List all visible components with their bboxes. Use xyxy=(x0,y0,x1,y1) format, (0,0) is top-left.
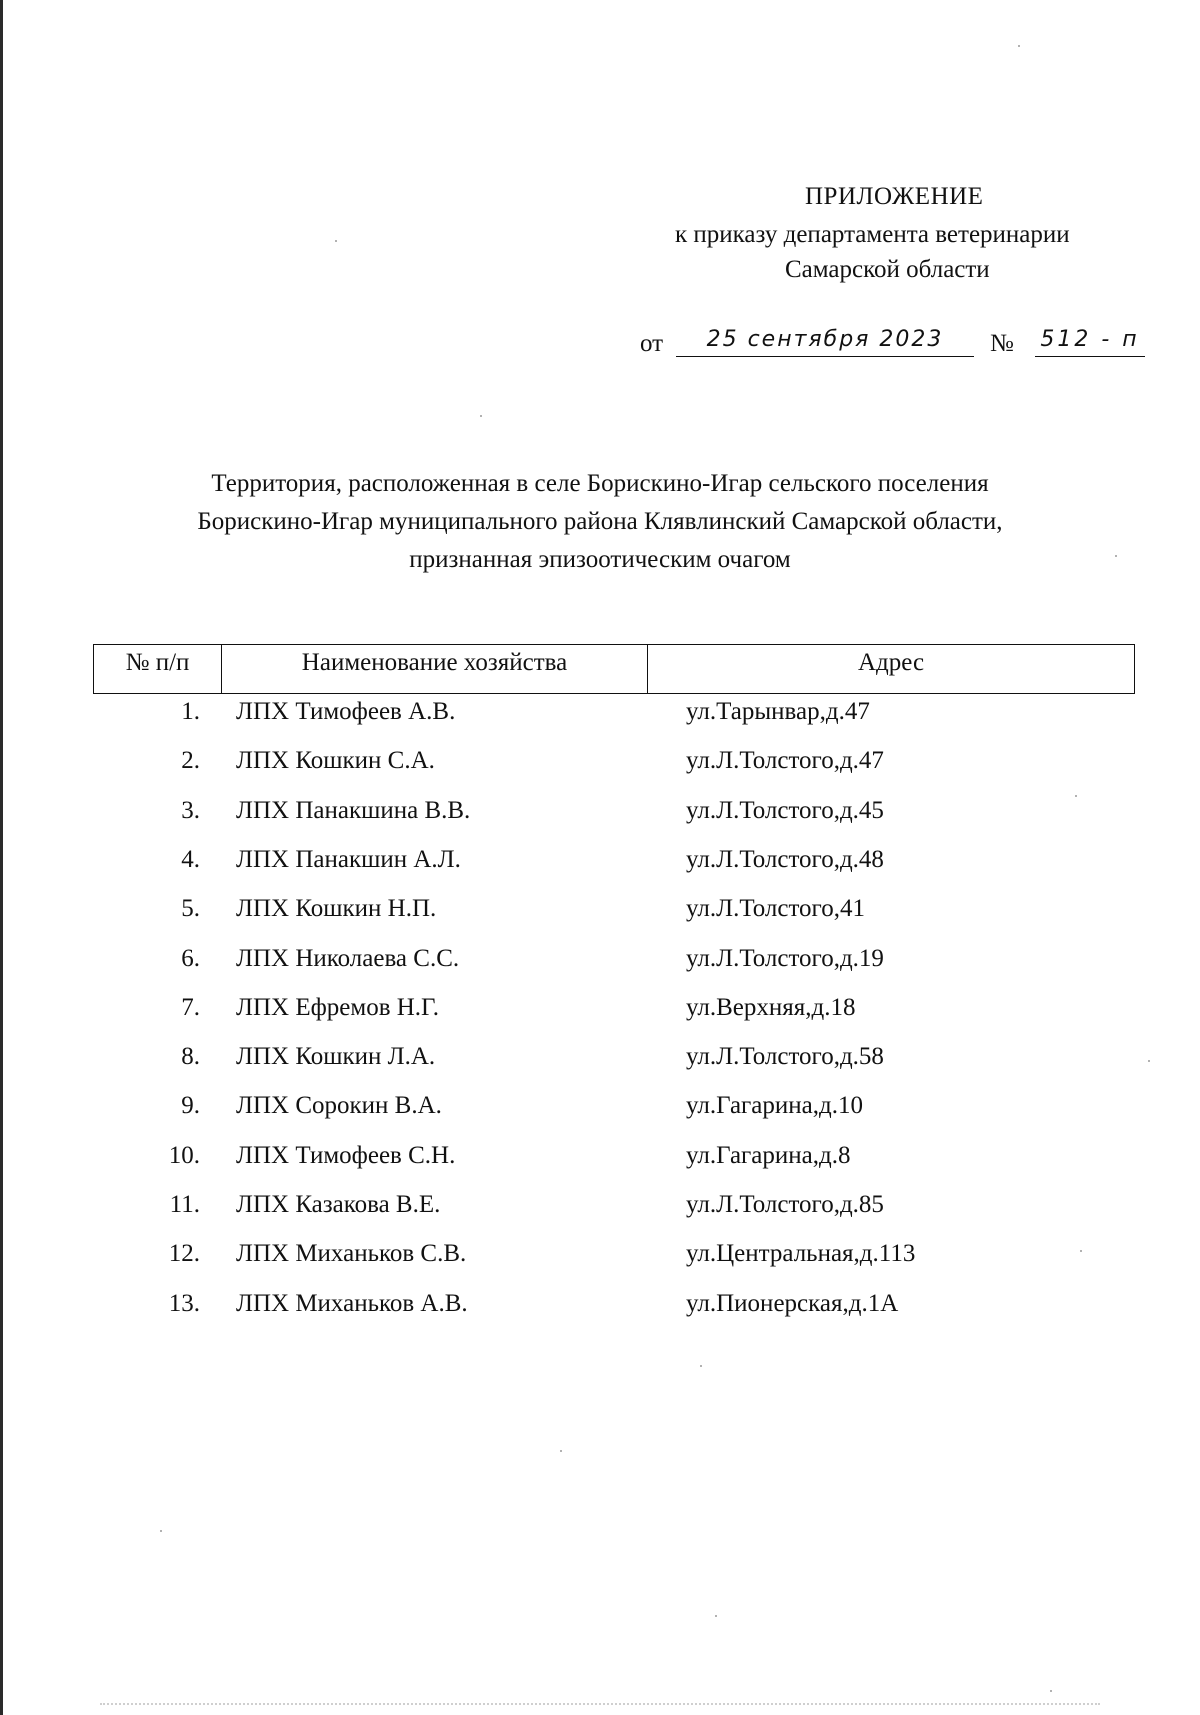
heading-line-3: признанная эпизоотическим очагом xyxy=(409,546,791,573)
row-number: 6. xyxy=(181,944,200,972)
row-farm-name: ЛПХ Кошкин С.А. xyxy=(236,747,435,775)
row-number: 1. xyxy=(181,698,200,725)
scan-speck xyxy=(1075,795,1077,797)
row-farm-name: ЛПХ Сорокин В.А. xyxy=(236,1092,442,1120)
scan-speck xyxy=(335,240,337,242)
row-address: ул.Гагарина,д.8 xyxy=(686,1141,851,1169)
scan-speck xyxy=(1115,555,1117,557)
row-address: ул.Пионерская,д.1А xyxy=(686,1289,899,1317)
scan-speck xyxy=(1080,1250,1082,1252)
row-address: ул.Тарынвар,д.47 xyxy=(686,698,870,725)
order-date-handwritten: 25 сентября 2023 xyxy=(676,324,974,357)
row-farm-name: ЛПХ Ефремов Н.Г. xyxy=(236,993,439,1021)
table-row xyxy=(0,1039,1200,1088)
row-farm-name: ЛПХ Кошкин Л.А. xyxy=(236,1043,436,1071)
table-row xyxy=(0,842,1200,891)
row-farm-name: ЛПХ Панакшин А.Л. xyxy=(236,845,461,873)
row-number: 8. xyxy=(181,1043,200,1071)
appendix-title: ПРИЛОЖЕНИЕ xyxy=(805,183,984,210)
table-row xyxy=(0,793,1200,842)
row-farm-name: ЛПХ Миханьков С.В. xyxy=(236,1240,467,1268)
row-farm-name: ЛПХ Кошкин Н.П. xyxy=(236,895,437,923)
table-row xyxy=(0,990,1200,1039)
row-address: ул.Л.Толстого,д.45 xyxy=(686,796,884,824)
scan-speck xyxy=(560,1450,562,1452)
order-number-label: № xyxy=(990,330,1014,357)
row-number: 13. xyxy=(168,1289,200,1317)
table-row xyxy=(0,1138,1200,1187)
table-row xyxy=(0,1236,1200,1285)
order-date-prefix: от xyxy=(640,330,664,357)
row-number: 4. xyxy=(181,845,200,873)
row-address: ул.Центральная,д.113 xyxy=(686,1240,916,1268)
row-farm-name: ЛПХ Панакшина В.В. xyxy=(236,796,471,824)
row-number: 3. xyxy=(181,796,200,824)
column-header-address: Адрес xyxy=(857,649,925,676)
row-farm-name: ЛПХ Миханьков А.В. xyxy=(236,1289,468,1317)
table-row xyxy=(0,1286,1200,1335)
order-number-handwritten: 512 - п xyxy=(1035,324,1145,357)
row-farm-name: ЛПХ Тимофеев А.В. xyxy=(236,698,456,725)
table-row xyxy=(0,1088,1200,1137)
row-number: 10. xyxy=(168,1141,200,1169)
row-number: 2. xyxy=(181,747,200,775)
scan-speck xyxy=(1018,45,1020,47)
row-number: 12. xyxy=(168,1240,200,1268)
scan-edge-bottom xyxy=(100,1703,1100,1707)
table-header xyxy=(93,644,1135,694)
row-address: ул.Л.Толстого,41 xyxy=(686,895,865,923)
row-address: ул.Л.Толстого,д.58 xyxy=(686,1043,884,1071)
column-header-name: Наименование хозяйства xyxy=(222,645,648,693)
scan-speck xyxy=(480,415,482,417)
scan-speck xyxy=(715,1615,717,1617)
heading-line-1: Территория, расположенная в селе Борискино-Игар сельского поселения xyxy=(211,470,989,497)
heading-line-2: Борискино-Игар муниципального района Клявлинский Самарской области, xyxy=(197,508,1003,535)
row-number: 5. xyxy=(181,895,200,923)
row-address: ул.Л.Толстого,д.85 xyxy=(686,1191,884,1218)
scan-speck xyxy=(160,1530,162,1532)
row-farm-name: ЛПХ Тимофеев С.Н. xyxy=(236,1141,456,1169)
row-address: ул.Л.Толстого,д.48 xyxy=(686,845,884,873)
table-row xyxy=(0,891,1200,940)
row-number: 11. xyxy=(169,1191,200,1218)
appendix-region: Самарской области xyxy=(785,256,990,283)
column-header-number: № п/п xyxy=(94,645,222,693)
row-farm-name: ЛПХ Николаева С.С. xyxy=(236,944,460,972)
table-row xyxy=(0,694,1200,743)
row-address: ул.Верхняя,д.18 xyxy=(686,993,856,1021)
row-number: 9. xyxy=(181,1092,200,1120)
table-row xyxy=(0,743,1200,792)
row-farm-name: ЛПХ Казакова В.Е. xyxy=(236,1191,441,1218)
table-row xyxy=(0,941,1200,990)
document-heading xyxy=(100,465,1100,579)
row-address: ул.Л.Толстого,д.47 xyxy=(686,747,884,775)
scan-speck xyxy=(1148,1060,1150,1062)
row-number: 7. xyxy=(181,993,200,1021)
scan-speck xyxy=(1050,1690,1052,1692)
row-address: ул.Гагарина,д.10 xyxy=(686,1092,863,1120)
row-address: ул.Л.Толстого,д.19 xyxy=(686,944,884,972)
table-row xyxy=(0,1187,1200,1236)
appendix-order-reference: к приказу департамента ветеринарии xyxy=(675,221,1070,248)
scan-speck xyxy=(700,1365,702,1367)
